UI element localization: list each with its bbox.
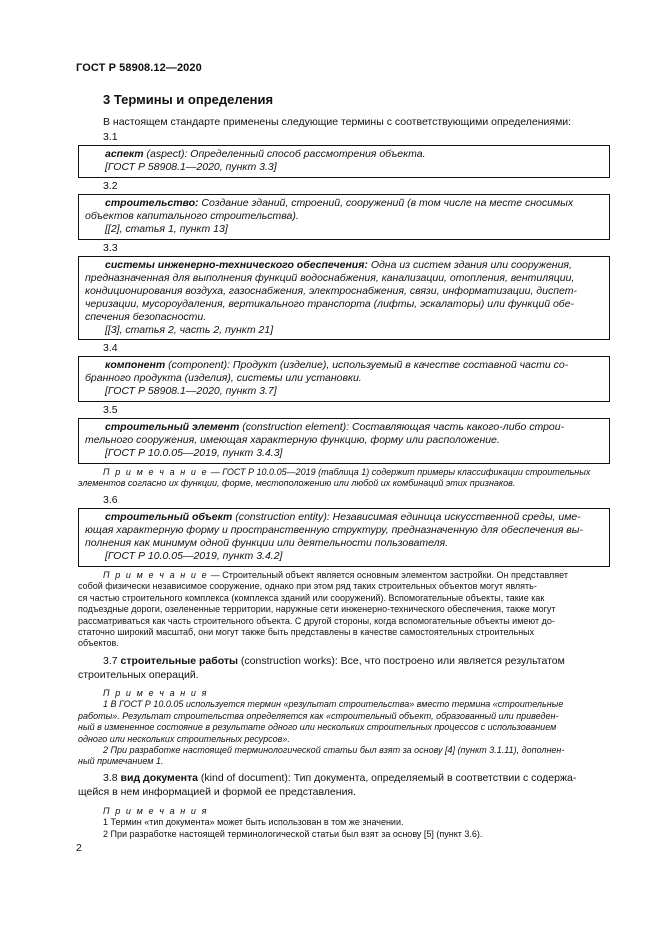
term-definition: (kind of document): Тип документа, определяемый в соответствии с содержа-	[198, 772, 577, 784]
term-box-3-1	[78, 145, 610, 178]
term-number: 3.2	[103, 180, 118, 192]
note-3-6	[78, 570, 613, 650]
term-definition: строительных операций.	[78, 668, 199, 681]
term-source: [ГОСТ Р 58908.1—2020, пункт 3.7]	[105, 385, 277, 397]
note-text: ся частью строительного комплекса (комплекса зданий или сооружений). Вспомогательные объекты, такие как	[78, 592, 545, 603]
term-definition: (construction works): Все, что построено или является результатом	[237, 655, 565, 667]
term-definition: полнения как минимум одной функции или деятельности пользователя.	[85, 537, 449, 549]
term-source: [ГОСТ Р 58908.1—2020, пункт 3.3]	[105, 161, 277, 173]
note-text: 1 Термин «тип документа» может быть использован в том же значении.	[103, 817, 404, 828]
note-label: П р и м е ч а н и е	[103, 570, 209, 580]
term-name: строительство:	[105, 197, 199, 209]
note-text: подъездные дороги, озелененные территории, наружные сети инженерно-технического обеспечения, также могут	[78, 604, 556, 615]
term-definition: спечения безопасности.	[85, 311, 207, 323]
term-definition: щейся в нем информацией и формой ее представления.	[78, 785, 357, 798]
term-definition: Продукт (изделие), используемый в качестве составной части со-	[232, 359, 569, 371]
term-name: строительный элемент	[105, 421, 240, 433]
term-definition: Одна из систем здания или сооружения,	[367, 259, 572, 271]
note-text: 2 При разработке настоящей терминологической статьи был взят за основу [5] (пункт 3.6).	[103, 828, 483, 839]
note-text: ный в измененное состояние в результате одного или нескольких строительных процессов с использованием	[78, 722, 557, 733]
term-definition: Независимая единица искусственной среды, име-	[332, 511, 581, 523]
term-name: строительный объект	[105, 511, 233, 523]
term-source: [[3], статья 2, часть 2, пункт 21]	[105, 324, 274, 336]
notes-3-8	[78, 806, 613, 840]
term-source: [ГОСТ Р 10.0.05—2019, пункт 3.4.2]	[105, 550, 283, 562]
note-text: — Строительный объект является основным элементом застройки. Он представляет	[208, 570, 569, 580]
note-text: рассматриваться как часть строительного объекта. С другой стороны, когда вспомогательные объекты имеют до-	[78, 615, 555, 626]
term-definition: кондиционирования воздуха, газоснабжения, электроснабжения, связи, информатизации, диспет-	[85, 285, 577, 297]
term-definition: Создание зданий, строений, сооружений (в том числе на месте сносимых	[198, 197, 574, 209]
term-definition: бранного продукта (изделия), системы или установки.	[85, 372, 362, 384]
term-box-3-6	[78, 508, 610, 567]
term-number: 3.7	[103, 655, 118, 667]
term-box-3-3	[78, 256, 610, 340]
note-text: собой физически независимое сооружение, однако при этом ряд таких строительных объектов могут являть-	[78, 581, 537, 592]
note-text: одного или нескольких строительных ресурсов».	[78, 733, 290, 744]
term-number: 3.4	[103, 342, 118, 354]
term-number: 3.1	[103, 131, 118, 143]
document-header: ГОСТ Р 58908.12—2020	[76, 62, 202, 74]
term-source: [[2], статья 1, пункт 13]	[105, 223, 228, 235]
term-name: строительные работы	[120, 655, 238, 667]
term-box-3-2	[78, 194, 610, 240]
term-name: компонент	[105, 359, 166, 371]
term-3-7	[78, 655, 613, 682]
term-definition: объектов капитального строительства).	[85, 210, 299, 222]
term-name: аспект	[105, 148, 144, 160]
note-text: элементов согласно их функции, форме, местоположению или любой их комбинаций этих признаков.	[78, 478, 516, 489]
section-title: 3 Термины и определения	[103, 92, 274, 107]
term-definition: предназначенная для выполнения функций водоснабжения, канализации, отопления, вентиляции,	[85, 272, 575, 284]
page-number: 2	[76, 842, 82, 854]
term-english: (construction entity):	[232, 511, 333, 523]
note-text: — ГОСТ Р 10.0.05—2019 (таблица 1) содержит примеры классификации строительных	[208, 467, 591, 477]
term-3-8	[78, 772, 613, 799]
term-definition: Составляющая часть какого-либо строи-	[351, 421, 565, 433]
term-english: (aspect):	[143, 148, 191, 160]
term-number: 3.3	[103, 242, 118, 254]
note-label: П р и м е ч а н и я	[103, 806, 209, 816]
term-definition: Определенный способ рассмотрения объекта.	[190, 148, 426, 160]
notes-3-7	[78, 688, 613, 768]
note-3-5	[78, 467, 613, 490]
term-name: системы инженерно-технического обеспечения:	[105, 259, 368, 271]
term-number: 3.8	[103, 772, 118, 784]
note-label: П р и м е ч а н и я	[103, 688, 209, 698]
note-text: статочно широкий масштаб, они могут также быть представлены в качестве самостоятельных строительных	[78, 627, 535, 638]
note-text: 1 В ГОСТ Р 10.0.05 используется термин «результат строительства» вместо термина «строительные	[103, 699, 564, 710]
note-text: работы». Результат строительства определяется как «строительный объект, образованный или приведен-	[78, 710, 559, 721]
term-english: (component):	[165, 359, 233, 371]
term-number: 3.6	[103, 494, 118, 506]
term-box-3-5	[78, 418, 610, 464]
term-definition: тельного сооружения, имеющая характерную функцию, форму или расположение.	[85, 434, 500, 446]
term-english: (construction element):	[239, 421, 352, 433]
term-definition: черизации, мусороудаления, вертикального транспорта (лифты, эскалаторы) или функций обе-	[85, 298, 575, 310]
term-name: вид документа	[120, 772, 198, 784]
term-number: 3.5	[103, 404, 118, 416]
term-box-3-4	[78, 356, 610, 402]
note-text: 2 При разработке настоящей терминологической статьи был взят за основу [4] (пункт 3.1.11), дополнен-	[103, 745, 565, 756]
note-label: П р и м е ч а н и е	[103, 467, 209, 477]
note-text: объектов.	[78, 638, 119, 649]
term-definition: ющая характерную форму и пространственную структуру, предназначенную для обеспечения вы-	[85, 524, 583, 536]
section-intro: В настоящем стандарте применены следующие термины с соответствующими определениями:	[103, 116, 572, 128]
term-source: [ГОСТ Р 10.0.05—2019, пункт 3.4.3]	[105, 447, 283, 459]
note-text: ный примечанием 1.	[78, 756, 164, 767]
